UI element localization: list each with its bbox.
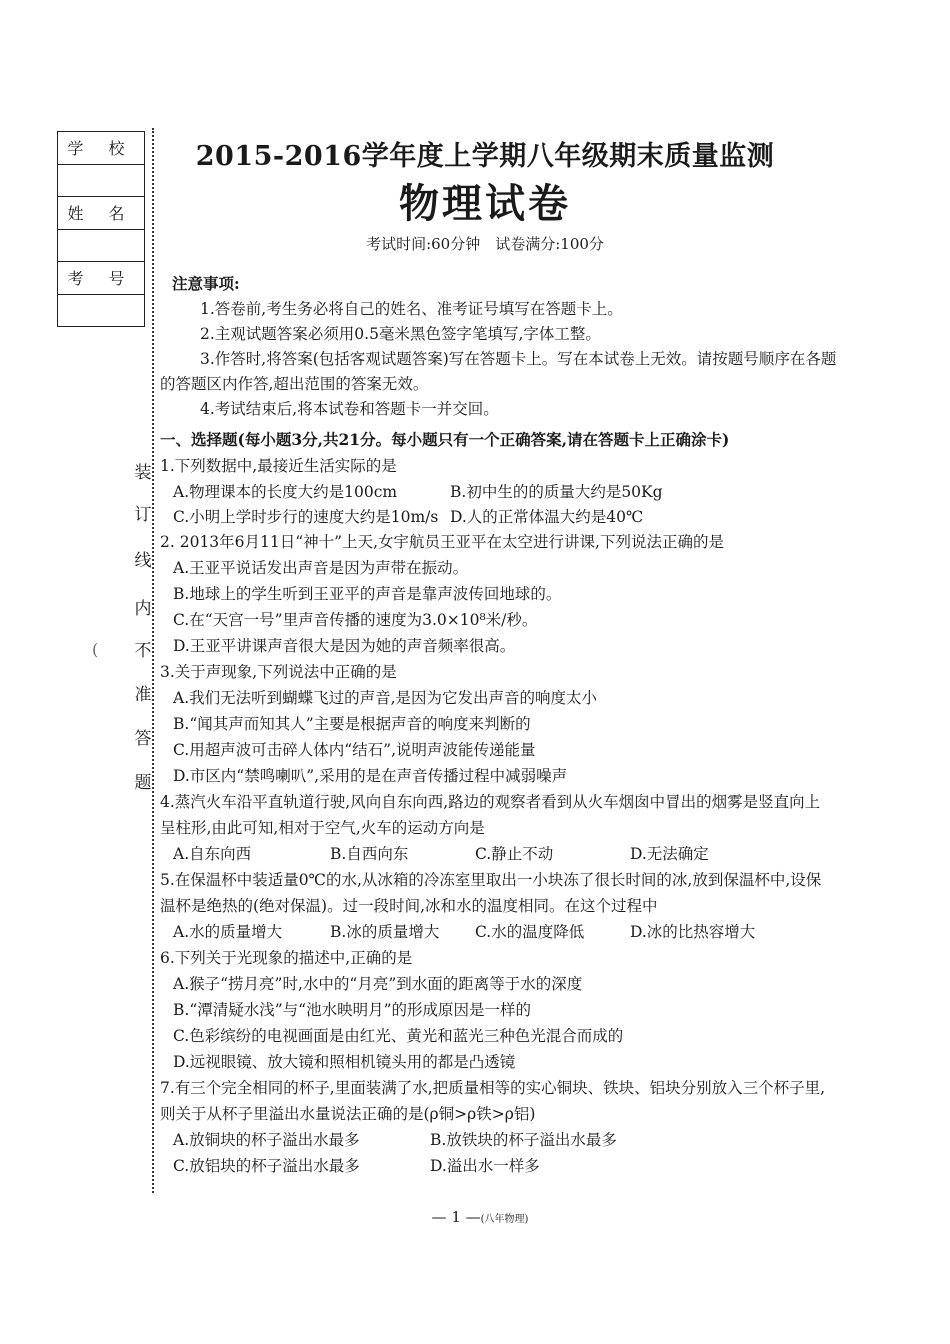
option-b: B.“闻其声而知其人”主要是根据声音的响度来判断的 — [173, 715, 531, 733]
section-heading: 一、选择题(每小题3分,共21分。每小题只有一个正确答案,请在答题卡上正确涂卡) — [160, 430, 730, 449]
option-c: C.用超声波可击碎人体内“结石”,说明声波能传递能量 — [173, 741, 536, 759]
option-a: A.猴子“捞月亮”时,水中的“月亮”到水面的距离等于水的深度 — [173, 975, 583, 993]
school-label: 学 校 — [58, 132, 145, 165]
option-b: B.冰的质量增大 — [330, 923, 440, 941]
question-stem: 5.在保温杯中装适量0℃的水,从冰箱的冷冻室里取出一小块冻了很长时间的冰,放到保温杯中,设保 — [160, 871, 822, 889]
option-b: B.自西向东 — [330, 845, 409, 863]
question-stem-cont: 呈柱形,由此可知,相对于空气,火车的运动方向是 — [160, 819, 485, 837]
option-d: D.王亚平讲课声音很大是因为她的声音频率很高。 — [173, 637, 516, 655]
note-item: 3.作答时,将答案(包括客观试题答案)写在答题卡上。写在本试卷上无效。请按题号顺序在各题 — [200, 350, 837, 368]
name-field[interactable] — [58, 229, 145, 262]
option-c: C.放铝块的杯子溢出水最多 — [173, 1157, 360, 1175]
option-a: A.自东向西 — [173, 845, 252, 863]
option-a: A.水的质量增大 — [173, 923, 283, 941]
binding-char: 订 — [134, 505, 152, 525]
option-b: B.地球上的学生听到王亚平的声音是靠声波传回地球的。 — [173, 585, 562, 603]
option-b: B.放铁块的杯子溢出水最多 — [430, 1131, 617, 1149]
option-c: C.小明上学时步行的速度大约是10m/s — [173, 508, 439, 526]
exam-meta: 考试时间:60分钟 试卷满分:100分 — [366, 235, 604, 253]
question-stem-cont: 温杯是绝热的(绝对保温)。过一段时间,冰和水的温度相同。在这个过程中 — [160, 897, 658, 915]
option-b: B.“潭清疑水浅”与“池水映明月”的形成原因是一样的 — [173, 1001, 532, 1019]
name-label: 姓 名 — [58, 197, 145, 230]
note-item: 1.答卷前,考生务必将自己的姓名、准考证号填写在答题卡上。 — [200, 300, 623, 318]
option-c: C.水的温度降低 — [475, 923, 585, 941]
option-d: D.冰的比热容增大 — [630, 923, 756, 941]
school-field[interactable] — [58, 164, 145, 197]
question-stem-cont: 则关于从杯子里溢出水量说法正确的是(ρ铜>ρ铁>ρ铝) — [160, 1105, 536, 1123]
student-info-table — [57, 131, 145, 327]
exam-title: 2015-2016学年度上学期八年级期末质量监测 — [195, 141, 775, 172]
binding-char: 线 — [134, 551, 152, 571]
question-stem: 4.蒸汽火车沿平直轨道行驶,风向自东向西,路边的观察者看到从火车烟囱中冒出的烟雾是竖直向上 — [160, 793, 821, 811]
option-d: D.远视眼镜、放大镜和照相机镜头用的都是凸透镜 — [173, 1053, 516, 1071]
question-stem: 2. 2013年6月11日“神十”上天,女宇航员王亚平在太空进行讲课,下列说法正确的是 — [160, 533, 724, 551]
question-stem: 6.下列关于光现象的描述中,正确的是 — [160, 949, 413, 967]
option-c: C.在“天宫一号”里声音传播的速度为3.0×10⁸米/秒。 — [173, 611, 538, 629]
option-d: D.无法确定 — [630, 845, 709, 863]
option-a: A.物理课本的长度大约是100cm — [173, 483, 398, 501]
option-a: A.王亚平说话发出声音是因为声带在振动。 — [173, 559, 469, 577]
option-d: D.溢出水一样多 — [430, 1157, 540, 1175]
exam-number-label: 考 号 — [58, 262, 145, 295]
notes-heading: 注意事项: — [172, 274, 240, 293]
option-c: C.色彩缤纷的电视画面是由红光、黄光和蓝光三种色光混合而成的 — [173, 1027, 624, 1045]
exam-subtitle: 物理试卷 — [399, 180, 571, 227]
note-item: 2.主观试题答案必须用0.5毫米黑色签字笔填写,字体工整。 — [200, 325, 601, 343]
binding-char: 装 — [134, 463, 152, 483]
question-stem: 1.下列数据中,最接近生活实际的是 — [160, 457, 397, 475]
footer-label: (八年物理) — [480, 1214, 529, 1225]
question-stem: 7.有三个完全相同的杯子,里面装满了水,把质量相等的实心铜块、铁块、铝块分别放入三个杯子里, — [160, 1079, 826, 1097]
binding-char: 不 — [134, 641, 152, 661]
binding-char: 内 — [134, 599, 152, 619]
option-a: A.放铜块的杯子溢出水最多 — [173, 1131, 360, 1149]
page-footer — [300, 1208, 660, 1226]
question-stem: 3.关于声现象,下列说法中正确的是 — [160, 663, 397, 681]
note-item: 4.考试结束后,将本试卷和答题卡一并交回。 — [200, 400, 499, 418]
scan-mark: ( — [92, 640, 99, 659]
binding-char: 准 — [134, 685, 152, 705]
exam-number-field[interactable] — [58, 294, 145, 327]
option-a: A.我们无法听到蝴蝶飞过的声音,是因为它发出声音的响度太小 — [173, 689, 598, 707]
note-item: 的答题区内作答,超出范围的答案无效。 — [160, 375, 429, 393]
option-c: C.静止不动 — [475, 845, 554, 863]
option-d: D.市区内“禁鸣喇叭”,采用的是在声音传播过程中减弱噪声 — [173, 767, 568, 785]
binding-char: 题 — [134, 773, 152, 793]
page-number: — 1 — — [431, 1208, 481, 1226]
binding-char: 答 — [134, 729, 152, 749]
option-b: B.初中生的的质量大约是50Kg — [450, 483, 663, 501]
option-d: D.人的正常体温大约是40℃ — [450, 508, 644, 526]
